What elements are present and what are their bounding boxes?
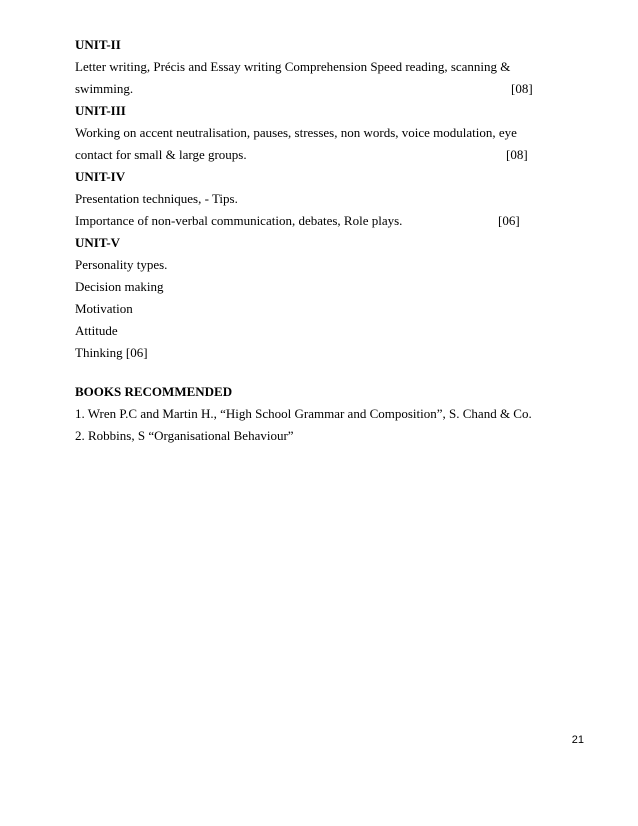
page-number: 21	[571, 734, 584, 746]
unit-5-item: Personality types.	[75, 257, 168, 272]
unit-5-item: Motivation	[75, 301, 133, 316]
unit-3-marks: [08]	[506, 147, 528, 162]
unit-4-line-2: Importance of non-verbal communication, debates, Role plays.	[75, 213, 403, 228]
unit-3-heading: UNIT-III	[75, 103, 126, 118]
unit-5-item: Decision making	[75, 279, 164, 294]
unit-4-line-1: Presentation techniques, - Tips.	[75, 191, 238, 206]
book-item: 1. Wren P.C and Martin H., “High School Grammar and Composition”, S. Chand & Co.	[75, 406, 532, 421]
unit-2-line-2: swimming.	[75, 81, 134, 96]
unit-4-heading: UNIT-IV	[75, 169, 126, 184]
unit-5-heading: UNIT-V	[75, 235, 121, 250]
unit-2-line-1: Letter writing, Précis and Essay writing Comprehension Speed reading, scanning &	[75, 59, 511, 74]
unit-5-item: Attitude	[75, 323, 118, 338]
books-heading: BOOKS RECOMMENDED	[75, 384, 233, 399]
unit-3-line-1: Working on accent neutralisation, pauses, stresses, non words, voice modulation, eye	[75, 125, 517, 140]
unit-5-item: Thinking [06]	[75, 345, 148, 360]
unit-2-marks: [08]	[511, 81, 533, 96]
book-item: 2. Robbins, S “Organisational Behaviour”	[75, 428, 294, 443]
unit-4-marks: [06]	[498, 213, 520, 228]
unit-3-line-2: contact for small & large groups.	[75, 147, 247, 162]
unit-2-heading: UNIT-II	[75, 37, 121, 52]
